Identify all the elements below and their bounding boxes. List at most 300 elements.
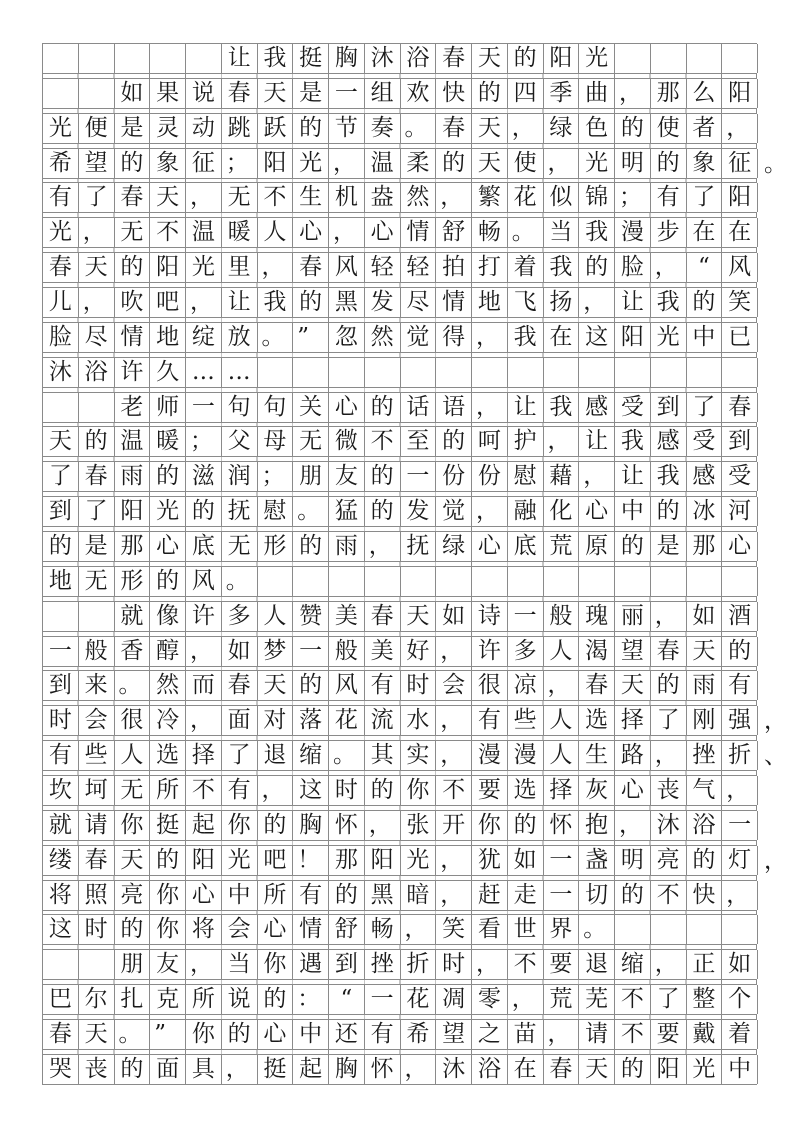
grid-cell: 天 xyxy=(79,1020,115,1049)
grid-cell xyxy=(365,567,401,596)
row-cells xyxy=(42,78,757,109)
grid-cell: ； xyxy=(615,183,651,212)
grid-cell: 四 xyxy=(508,79,544,108)
grid-cell: 儿 xyxy=(43,288,79,317)
grid-cell: 有 xyxy=(722,671,758,700)
grid-cell: 。 xyxy=(115,671,151,700)
grid-cell: 么 xyxy=(687,79,723,108)
grid-cell: 的 xyxy=(722,637,758,666)
grid-cell: 折 xyxy=(722,741,758,770)
grid-cell: 一 xyxy=(544,846,580,875)
grid-cell: 的 xyxy=(615,881,651,910)
grid-cell: 这 xyxy=(43,915,79,944)
grid-cell: 句 xyxy=(258,393,294,422)
grid-cell: 一 xyxy=(722,811,758,840)
row-cells xyxy=(42,43,757,74)
grid-cell: 发 xyxy=(365,288,401,317)
grid-cell xyxy=(43,950,79,979)
grid-cell: 有 xyxy=(43,741,79,770)
grid-cell: 光 xyxy=(579,44,615,73)
grid-cell: 快 xyxy=(436,79,472,108)
grid-row xyxy=(42,287,757,322)
grid-cell: 欢 xyxy=(401,79,437,108)
grid-cell: 的 xyxy=(687,846,723,875)
grid-cell: 组 xyxy=(365,79,401,108)
grid-cell: ， xyxy=(508,114,544,143)
grid-cell: 的 xyxy=(615,532,651,561)
grid-cell: 有 xyxy=(365,671,401,700)
row-cells xyxy=(42,810,757,841)
grid-cell: 气 xyxy=(687,776,723,805)
grid-cell: 到 xyxy=(722,427,758,456)
grid-cell: 。 xyxy=(329,741,365,770)
grid-cell: 般 xyxy=(544,602,580,631)
grid-cell: 感 xyxy=(579,393,615,422)
grid-cell: 春 xyxy=(79,846,115,875)
grid-cell: ， xyxy=(258,776,294,805)
grid-cell: 河 xyxy=(722,497,758,526)
grid-cell: ， xyxy=(79,288,115,317)
grid-cell: 流 xyxy=(365,706,401,735)
grid-cell: 遇 xyxy=(293,950,329,979)
row-cells xyxy=(42,217,757,248)
grid-cell: 会 xyxy=(222,915,258,944)
grid-cell: 我 xyxy=(508,323,544,352)
grid-cell: 天 xyxy=(401,602,437,631)
grid-cell: 阳 xyxy=(722,183,758,212)
grid-cell: ， xyxy=(472,497,508,526)
grid-cell: 征 xyxy=(186,149,222,178)
grid-cell: 灰 xyxy=(579,776,615,805)
row-cells xyxy=(42,357,757,388)
row-cells xyxy=(42,182,757,213)
grid-cell: 人 xyxy=(115,741,151,770)
grid-cell: 中 xyxy=(222,881,258,910)
grid-cell: 了 xyxy=(79,497,115,526)
grid-cell: 时 xyxy=(79,915,115,944)
grid-cell: ： xyxy=(293,985,329,1014)
grid-row xyxy=(42,914,757,949)
grid-cell: 花 xyxy=(508,183,544,212)
grid-cell: 果 xyxy=(150,79,186,108)
grid-cell: 很 xyxy=(115,706,151,735)
grid-cell: 芜 xyxy=(579,985,615,1014)
grid-cell: 似 xyxy=(544,183,580,212)
grid-cell: 一 xyxy=(329,79,365,108)
grid-cell: 繁 xyxy=(472,183,508,212)
grid-cell: 温 xyxy=(115,427,151,456)
row-cells xyxy=(42,601,757,632)
grid-row xyxy=(42,357,757,392)
grid-cell: 多 xyxy=(508,637,544,666)
grid-cell: 坷 xyxy=(79,776,115,805)
grid-cell: 荒 xyxy=(544,532,580,561)
grid-cell: 巴 xyxy=(43,985,79,1014)
grid-cell xyxy=(615,358,651,387)
grid-cell: 胸 xyxy=(329,1055,365,1084)
grid-cell: 风 xyxy=(329,253,365,282)
row-cells xyxy=(42,740,757,771)
grid-cell: 梦 xyxy=(258,637,294,666)
grid-cell: 到 xyxy=(651,393,687,422)
grid-cell: 地 xyxy=(472,288,508,317)
grid-cell: 其 xyxy=(365,741,401,770)
grid-cell xyxy=(687,358,723,387)
grid-cell: 会 xyxy=(79,706,115,735)
grid-cell: 不 xyxy=(150,218,186,247)
grid-cell: 脸 xyxy=(615,253,651,282)
grid-cell: 胸 xyxy=(329,44,365,73)
row-cells xyxy=(42,322,757,353)
grid-cell xyxy=(365,358,401,387)
grid-cell: 个 xyxy=(722,985,758,1014)
grid-cell xyxy=(651,44,687,73)
grid-cell: 便 xyxy=(79,114,115,143)
grid-cell: 久 xyxy=(150,358,186,387)
grid-cell: 的 xyxy=(651,497,687,526)
grid-cell: ， xyxy=(651,741,687,770)
grid-cell: 阳 xyxy=(115,497,151,526)
row-cells xyxy=(42,461,757,492)
composition-grid-paper xyxy=(42,43,787,1089)
grid-cell: 的 xyxy=(365,497,401,526)
grid-cell xyxy=(687,44,723,73)
row-cells xyxy=(42,775,757,806)
grid-cell: 光 xyxy=(687,1055,723,1084)
grid-cell: 荒 xyxy=(544,985,580,1014)
row-cells xyxy=(42,426,757,457)
grid-cell: 心 xyxy=(150,532,186,561)
grid-cell: 吧 xyxy=(258,846,294,875)
grid-cell: 滋 xyxy=(186,462,222,491)
grid-cell xyxy=(722,567,758,596)
grid-cell: 你 xyxy=(150,881,186,910)
grid-cell: 你 xyxy=(258,950,294,979)
grid-cell: 有 xyxy=(293,881,329,910)
row-cells xyxy=(42,845,757,876)
grid-cell: 了 xyxy=(651,706,687,735)
grid-cell: 奏 xyxy=(365,114,401,143)
grid-cell xyxy=(79,602,115,631)
grid-cell: 会 xyxy=(436,671,472,700)
row-cells xyxy=(42,984,757,1015)
grid-cell: 打 xyxy=(472,253,508,282)
grid-cell: 是 xyxy=(115,114,151,143)
grid-row xyxy=(42,182,757,217)
grid-cell: ， xyxy=(722,776,758,805)
grid-cell: 阳 xyxy=(258,149,294,178)
grid-cell: 扬 xyxy=(544,288,580,317)
grid-cell: 那 xyxy=(651,79,687,108)
grid-cell xyxy=(43,602,79,631)
grid-cell: 一 xyxy=(43,637,79,666)
grid-cell: 好 xyxy=(401,637,437,666)
grid-row xyxy=(42,217,757,252)
grid-cell: 风 xyxy=(722,253,758,282)
grid-cell: 天 xyxy=(115,846,151,875)
grid-cell: 心 xyxy=(722,532,758,561)
grid-cell: 了 xyxy=(687,393,723,422)
grid-cell: 整 xyxy=(687,985,723,1014)
grid-cell: ， xyxy=(436,637,472,666)
grid-cell: 退 xyxy=(258,741,294,770)
grid-cell: ， xyxy=(186,706,222,735)
grid-cell: 。 xyxy=(579,915,615,944)
grid-cell: 关 xyxy=(293,393,329,422)
grid-cell xyxy=(722,915,758,944)
grid-cell: 请 xyxy=(79,811,115,840)
grid-cell: 沐 xyxy=(436,1055,472,1084)
grid-cell: 如 xyxy=(722,950,758,979)
grid-cell: 呵 xyxy=(472,427,508,456)
grid-cell: 雨 xyxy=(329,532,365,561)
grid-cell: 我 xyxy=(258,44,294,73)
grid-cell: ！ xyxy=(293,846,329,875)
grid-cell: 。 xyxy=(508,218,544,247)
grid-cell: ； xyxy=(222,149,258,178)
grid-cell: 春 xyxy=(43,1020,79,1049)
grid-cell: 放 xyxy=(222,323,258,352)
grid-cell: 雨 xyxy=(687,671,723,700)
grid-cell: 有 xyxy=(365,1020,401,1049)
row-cells xyxy=(42,392,757,423)
grid-cell: 阳 xyxy=(150,253,186,282)
grid-cell: 阳 xyxy=(544,44,580,73)
grid-cell: ； xyxy=(186,427,222,456)
grid-cell: 阳 xyxy=(615,323,651,352)
grid-cell: 春 xyxy=(43,253,79,282)
grid-cell: 走 xyxy=(508,881,544,910)
grid-cell: 要 xyxy=(544,950,580,979)
grid-cell: 温 xyxy=(186,218,222,247)
grid-cell: 望 xyxy=(79,149,115,178)
row-cells xyxy=(42,670,757,701)
grid-cell: 象 xyxy=(687,149,723,178)
grid-cell: 中 xyxy=(687,323,723,352)
grid-cell: 缩 xyxy=(615,950,651,979)
grid-cell xyxy=(687,915,723,944)
grid-cell: 轻 xyxy=(365,253,401,282)
grid-cell: 天 xyxy=(615,671,651,700)
grid-cell: 朋 xyxy=(115,950,151,979)
grid-cell: 凉 xyxy=(508,671,544,700)
grid-cell: 的 xyxy=(150,462,186,491)
grid-cell: 多 xyxy=(222,602,258,631)
grid-cell: 让 xyxy=(615,462,651,491)
grid-cell: 哭 xyxy=(43,1055,79,1084)
grid-cell: 春 xyxy=(544,1055,580,1084)
grid-cell: 人 xyxy=(544,637,580,666)
grid-cell: 雨 xyxy=(115,462,151,491)
grid-cell: 些 xyxy=(79,741,115,770)
grid-cell: 一 xyxy=(293,637,329,666)
grid-cell: 感 xyxy=(651,427,687,456)
grid-cell: 绿 xyxy=(436,532,472,561)
grid-cell: 克 xyxy=(150,985,186,1014)
grid-cell: 风 xyxy=(186,567,222,596)
grid-cell: 光 xyxy=(579,149,615,178)
grid-cell: 天 xyxy=(687,637,723,666)
grid-cell: 明 xyxy=(615,846,651,875)
grid-row xyxy=(42,461,757,496)
grid-cell: 机 xyxy=(329,183,365,212)
grid-cell: 如 xyxy=(222,637,258,666)
grid-cell: 丧 xyxy=(651,776,687,805)
row-cells xyxy=(42,531,757,562)
row-cells xyxy=(42,566,757,597)
row-cells xyxy=(42,705,757,736)
grid-row xyxy=(42,670,757,705)
margin-punctuation: ， xyxy=(764,708,787,735)
grid-cell: 受 xyxy=(722,462,758,491)
grid-cell: 师 xyxy=(150,393,186,422)
grid-cell: 望 xyxy=(615,637,651,666)
grid-cell: 春 xyxy=(722,393,758,422)
grid-cell: 飞 xyxy=(508,288,544,317)
grid-cell: ， xyxy=(615,79,651,108)
grid-row xyxy=(42,531,757,566)
grid-cell: 赞 xyxy=(293,602,329,631)
grid-row xyxy=(42,845,787,880)
grid-cell: 天 xyxy=(258,79,294,108)
grid-cell: 融 xyxy=(508,497,544,526)
grid-cell: 畅 xyxy=(365,915,401,944)
grid-cell xyxy=(472,358,508,387)
grid-row xyxy=(42,880,757,915)
grid-cell: ， xyxy=(186,288,222,317)
grid-cell: 要 xyxy=(472,776,508,805)
grid-cell: ， xyxy=(472,950,508,979)
grid-cell: 。 xyxy=(293,497,329,526)
grid-cell: 不 xyxy=(436,776,472,805)
grid-cell: ， xyxy=(651,253,687,282)
grid-cell: 的 xyxy=(293,532,329,561)
grid-cell: 面 xyxy=(222,706,258,735)
grid-cell: 选 xyxy=(508,776,544,805)
grid-cell: 的 xyxy=(258,811,294,840)
grid-cell: 张 xyxy=(401,811,437,840)
grid-cell: 慰 xyxy=(258,497,294,526)
grid-cell: 黑 xyxy=(365,881,401,910)
grid-cell: 之 xyxy=(472,1020,508,1049)
grid-cell: 有 xyxy=(222,776,258,805)
grid-cell: 无 xyxy=(222,532,258,561)
grid-cell: 心 xyxy=(186,881,222,910)
grid-row xyxy=(42,1019,757,1054)
grid-cell: 天 xyxy=(472,149,508,178)
grid-row xyxy=(42,705,787,740)
grid-cell: 的 xyxy=(329,881,365,910)
grid-cell: 所 xyxy=(150,776,186,805)
grid-cell: 强 xyxy=(722,706,758,735)
grid-cell: 挺 xyxy=(293,44,329,73)
grid-cell: 不 xyxy=(186,776,222,805)
grid-cell: 世 xyxy=(508,915,544,944)
grid-cell: 有 xyxy=(651,183,687,212)
grid-cell: 当 xyxy=(544,218,580,247)
grid-cell: 天 xyxy=(43,427,79,456)
grid-cell xyxy=(43,44,79,73)
grid-cell: 的 xyxy=(293,114,329,143)
grid-cell: 中 xyxy=(722,1055,758,1084)
grid-row xyxy=(42,810,757,845)
grid-cell: 的 xyxy=(293,288,329,317)
grid-cell: 让 xyxy=(615,288,651,317)
grid-cell: 许 xyxy=(115,358,151,387)
grid-cell: 择 xyxy=(615,706,651,735)
grid-cell xyxy=(544,567,580,596)
grid-cell: 让 xyxy=(508,393,544,422)
grid-cell xyxy=(79,393,115,422)
grid-cell: 具 xyxy=(186,1055,222,1084)
grid-cell: 盎 xyxy=(365,183,401,212)
grid-cell: 花 xyxy=(329,706,365,735)
grid-cell: 光 xyxy=(150,497,186,526)
grid-cell: 瑰 xyxy=(579,602,615,631)
grid-cell xyxy=(615,915,651,944)
grid-cell: 沐 xyxy=(651,811,687,840)
grid-cell: 很 xyxy=(472,671,508,700)
grid-cell: 。 xyxy=(222,567,258,596)
grid-cell: 的 xyxy=(258,985,294,1014)
grid-cell: 春 xyxy=(651,637,687,666)
grid-cell: 不 xyxy=(615,985,651,1014)
grid-cell xyxy=(472,567,508,596)
grid-cell xyxy=(186,44,222,73)
grid-cell: 香 xyxy=(115,637,151,666)
grid-cell: 春 xyxy=(293,253,329,282)
grid-cell: 受 xyxy=(687,427,723,456)
grid-cell xyxy=(615,44,651,73)
grid-row xyxy=(42,392,757,427)
grid-cell: … xyxy=(186,358,222,387)
grid-cell xyxy=(258,567,294,596)
grid-cell xyxy=(436,567,472,596)
grid-cell: 心 xyxy=(258,1020,294,1049)
grid-cell: ， xyxy=(436,706,472,735)
grid-cell: 凋 xyxy=(436,985,472,1014)
grid-cell: 的 xyxy=(436,427,472,456)
grid-cell: 色 xyxy=(579,114,615,143)
grid-cell: 已 xyxy=(722,323,758,352)
grid-cell: ， xyxy=(651,602,687,631)
grid-cell: 化 xyxy=(544,497,580,526)
grid-cell: 朋 xyxy=(293,462,329,491)
grid-cell: 无 xyxy=(79,567,115,596)
grid-cell: 浴 xyxy=(687,811,723,840)
grid-cell: 快 xyxy=(687,881,723,910)
grid-cell: 抚 xyxy=(222,497,258,526)
grid-cell: 苗 xyxy=(508,1020,544,1049)
grid-cell: 你 xyxy=(222,811,258,840)
grid-cell: ， xyxy=(544,1020,580,1049)
grid-cell: 缩 xyxy=(293,741,329,770)
grid-cell: 天 xyxy=(472,114,508,143)
grid-cell: ， xyxy=(401,915,437,944)
grid-cell: 护 xyxy=(508,427,544,456)
grid-cell: 浴 xyxy=(79,358,115,387)
grid-cell: ， xyxy=(186,637,222,666)
grid-cell: 人 xyxy=(258,602,294,631)
grid-cell: 的 xyxy=(150,846,186,875)
grid-cell: 无 xyxy=(293,427,329,456)
grid-row xyxy=(42,113,757,148)
grid-cell: 美 xyxy=(365,637,401,666)
row-cells xyxy=(42,1019,757,1050)
grid-cell: 微 xyxy=(329,427,365,456)
grid-cell: 的 xyxy=(115,1055,151,1084)
grid-row xyxy=(42,426,757,461)
